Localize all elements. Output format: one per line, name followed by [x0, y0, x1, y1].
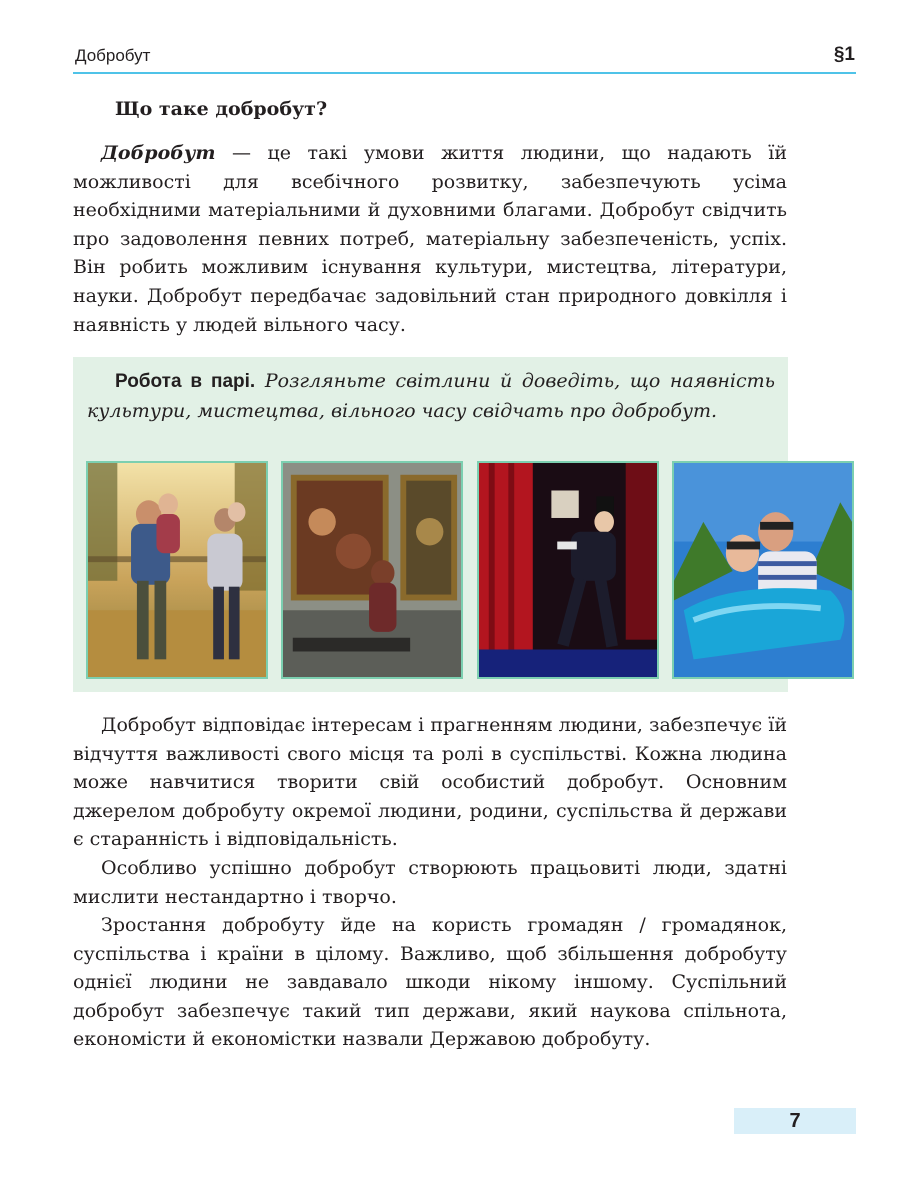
body-paragraph-1	[73, 711, 787, 854]
body-paragraph-3	[73, 911, 787, 1054]
header-rule	[73, 72, 856, 74]
body-paragraph-3-text: Зростання добробуту йде на користь громадян / громадянок, суспільства і країни в цілому. Важливо, щоб збільшення добробуту однієї людини не завдавало шкоди нікому іншому. Суспільний добробут забезпечує такий тип держави, який наукова спільнота, економісти й економістки назвали Державою добробуту.	[73, 914, 787, 1051]
body-paragraph-2-text: Особливо успішно добробут створюють працьовиті люди, здатні мислити нестандартно і творчо.	[73, 857, 787, 908]
definition-paragraph	[73, 139, 787, 339]
page-number: 7	[734, 1108, 856, 1134]
art-gallery-photo	[281, 461, 463, 679]
stage-performer-photo	[477, 461, 659, 679]
section-title: Що таке добробут?	[115, 98, 328, 120]
family-walk-photo	[86, 461, 268, 679]
section-number: §1	[833, 44, 855, 65]
running-header-title: Добробут	[75, 46, 151, 65]
definition-term: Добробут	[101, 142, 216, 164]
definition-text: — це такі умови життя людини, що надають їй можливості для всебічного розвитку, забезпечують усіма необхідними матеріальними й духовними благами. Добробут свідчить про задоволення певних потреб, матеріальну забезпеченість, успіх. Він робить можливим існування культури, мистецтва, літератури, науки. Добробут передбачає задовільний стан природного довкілля і наявність у людей вільного часу.	[73, 142, 787, 336]
pair-work-instructions: Розгляньте світлини й доведіть, що наявність культури, мистецтва, вільного часу свідчать про добробут.	[87, 370, 775, 422]
body-paragraph-1-text: Добробут відповідає інтересам і прагненням людини, забезпечує їй відчуття важливості свого місця та ролі в суспільстві. Кожна людина може навчитися творити свій особистий добробут. Основним джерелом добробуту окремої людини, родини, суспільства й держави є старанність і відповідальність.	[73, 714, 787, 851]
amusement-ride-photo	[672, 461, 854, 679]
pair-work-title: Робота в парі.	[115, 371, 256, 392]
pair-work-text	[87, 367, 775, 425]
body-paragraph-2	[73, 854, 787, 911]
